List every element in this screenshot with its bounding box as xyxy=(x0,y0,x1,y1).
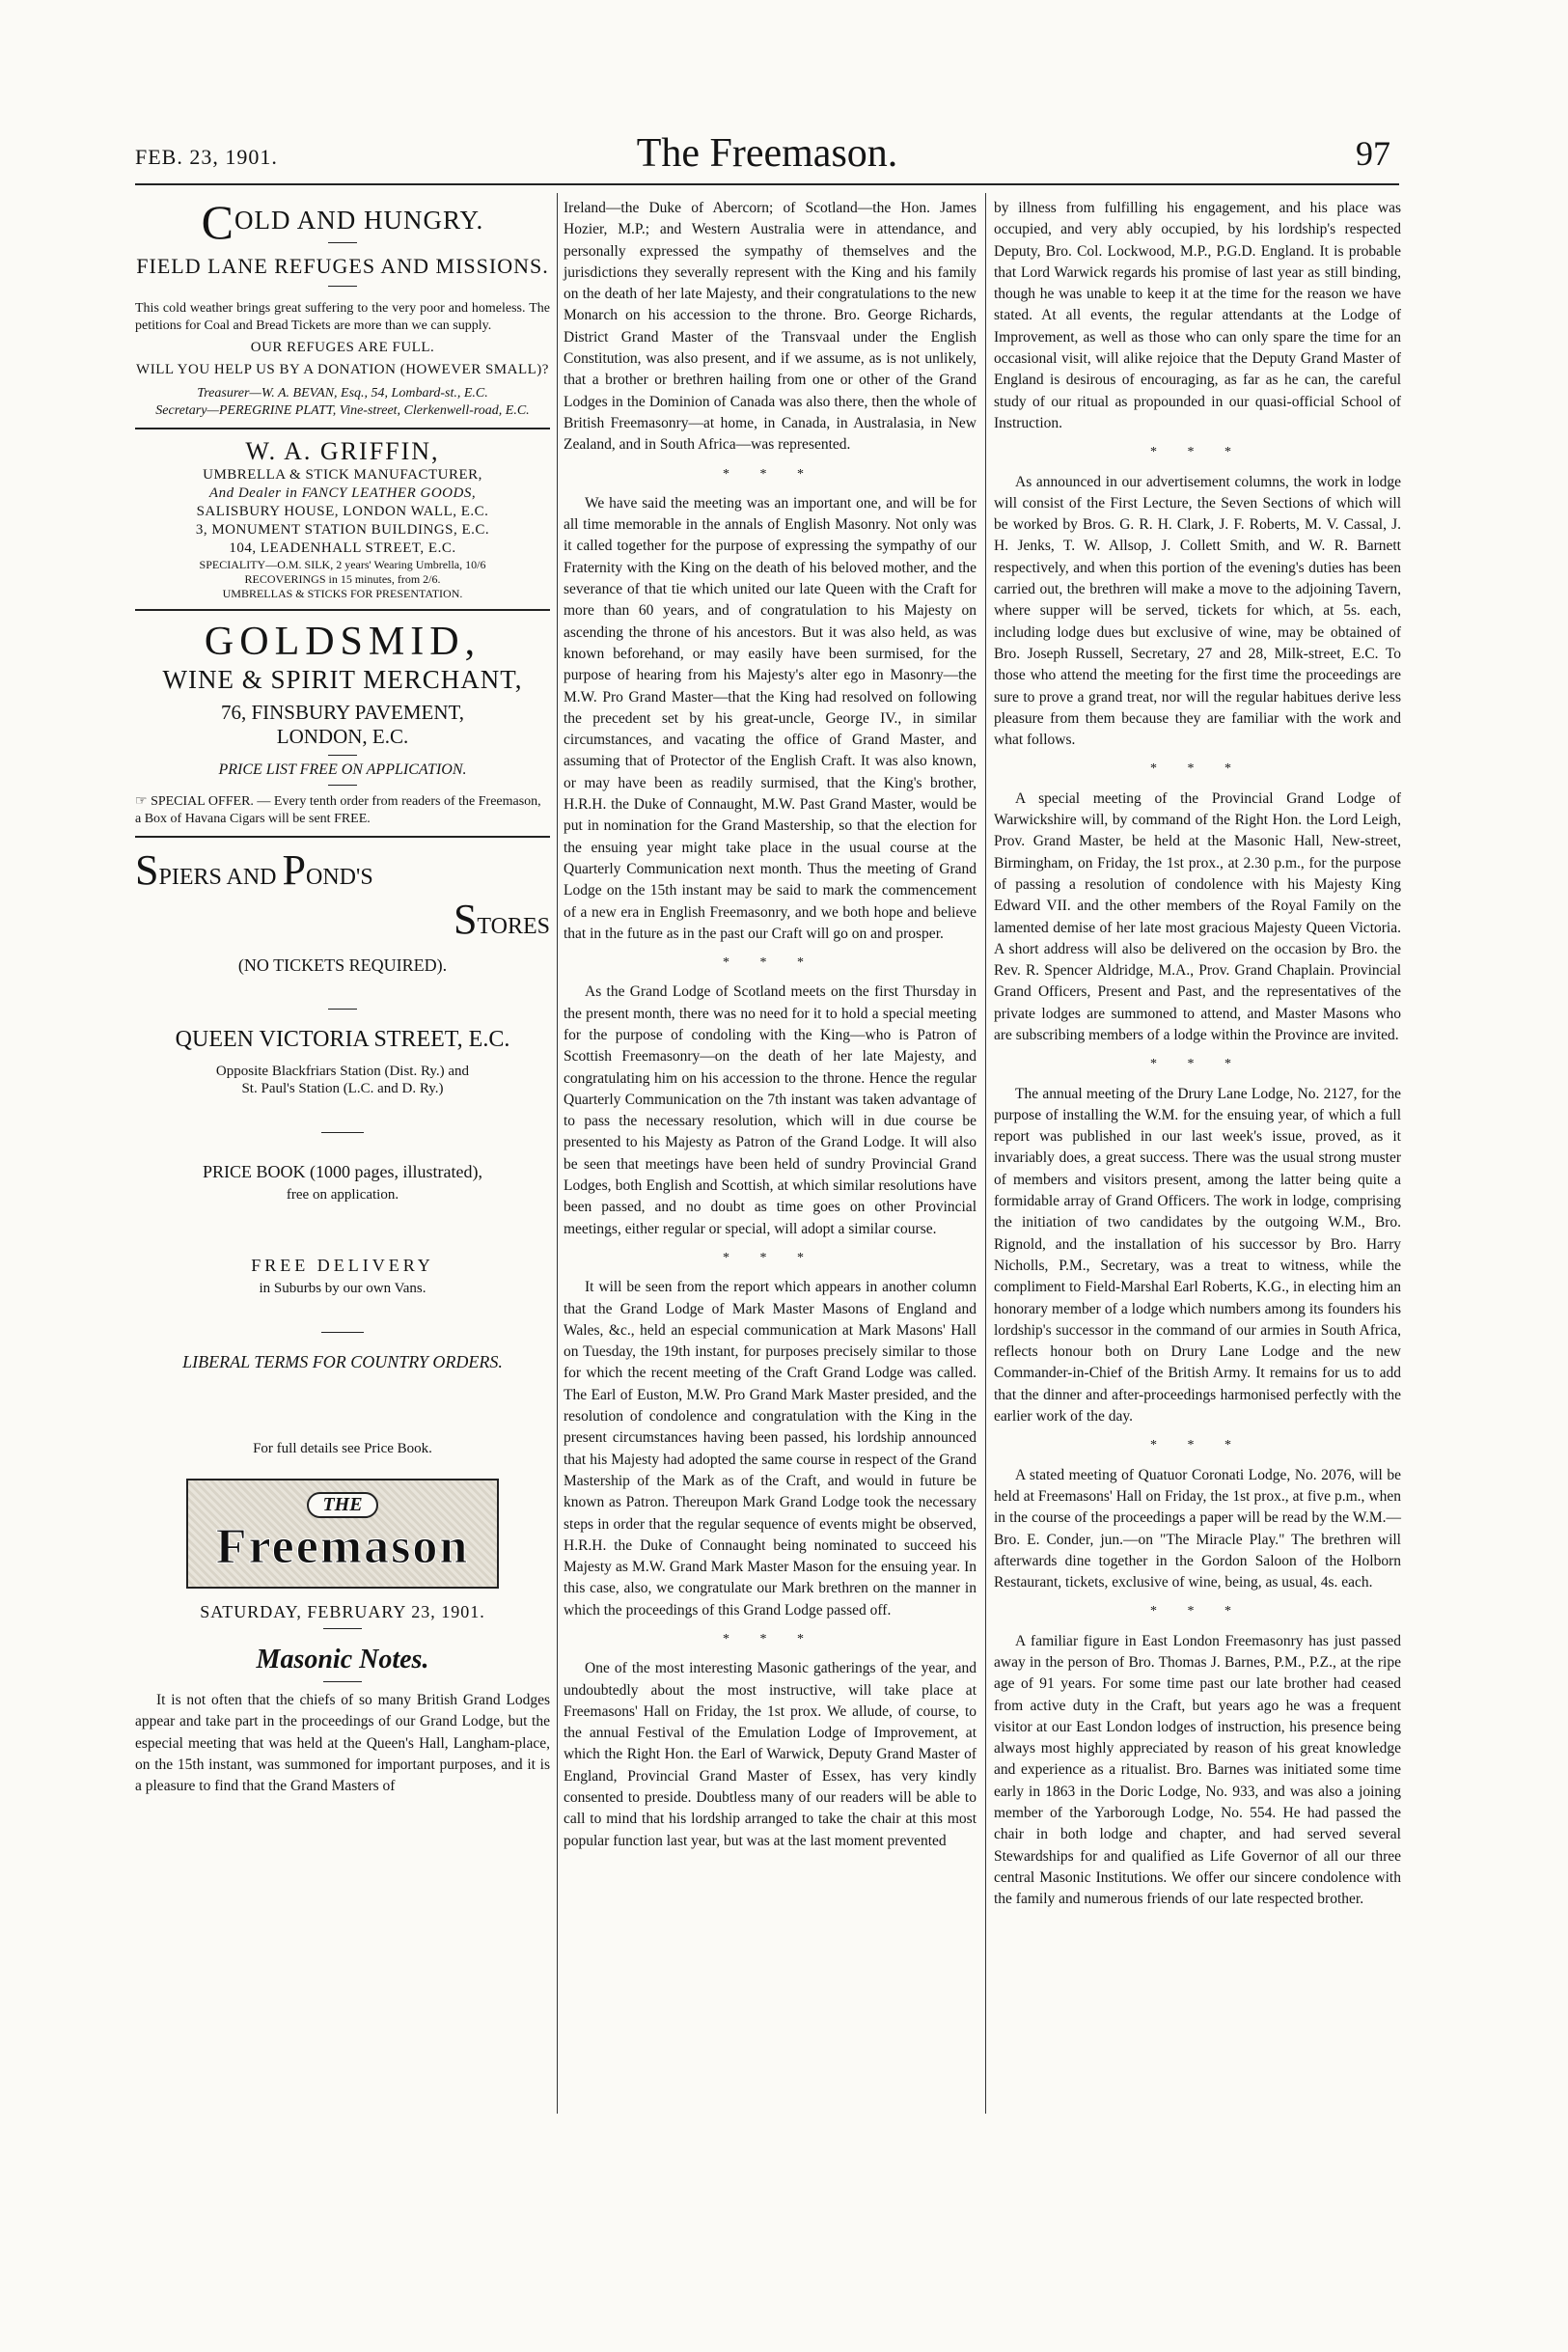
logo-the: THE xyxy=(307,1492,377,1518)
masonic-notes-intro: It is not often that the chiefs of so many British Grand Lodges appear and take part in the proceedings of our Grand Lodge, but the especial meeting that was held at the Queen's Hall, Langham-place, on the 15th instant, was summoned for important purposes, and it is a pleasure to find that the Grand Masters of xyxy=(135,1692,550,1795)
column-advertisements xyxy=(135,195,550,1797)
ad-griffin-line: SALISBURY HOUSE, LONDON WALL, E.C. xyxy=(196,504,489,519)
pointing-hand-icon: ☞ xyxy=(135,794,151,809)
article-paragraph: Ireland—the Duke of Abercorn; of Scotland—the Hon. James Hozier, M.P.; and Western Australia were in attendance, and personally expressed the sympathy of themselves and the jurisdictions they severally represent with the King and his family on the death of her late Majesty, and their congratulations to the new Monarch on his accession to the throne. Bro. George Richards, District Grand Master of the Transvaal under the English Constitution, was also present, and if we assume, as is not unlikely, that a brother or brethren hailing from one or other of the Grand Lodges in the Dominion of Canada was also there, then the whole of British Freemasonry—at home, in Canada, in Australasia, in New Zealand, and in South Africa—was represented. xyxy=(564,200,977,454)
logo-wordmark: Freemason xyxy=(215,1519,470,1574)
ad-liberal-terms: LIBERAL TERMS FOR COUNTRY ORDERS. xyxy=(182,1352,503,1371)
ad-griffin-line: UMBRELLA & STICK MANUFACTURER, xyxy=(203,467,482,483)
section-separator: * * * xyxy=(1150,1604,1245,1619)
section-separator: * * * xyxy=(723,1250,817,1265)
ad-goldsmid-city: LONDON, E.C. xyxy=(276,725,409,748)
ad-goldsmid-address: 76, FINSBURY PAVEMENT, xyxy=(220,701,465,724)
ad-field-lane-body: This cold weather brings great suffering to the very poor and homeless. The petitions for Coal and Bread Tickets are more than we can supply. xyxy=(135,301,550,333)
article-paragraph: It will be seen from the report which appears in another column that the Grand Lodge of Mark Master Masons of England and Wales, &c., held an especial communication at Mark Masons' Hall on Tuesday, the 19th instant, for purposes precisely similar to those for which the recent meeting of the Craft Grand Lodge was called. The Earl of Euston, M.W. Pro Grand Mark Master presided, and the resolution of condolence and congratulation with the King in the present circumstances having been passed, his lordship announced that his Majesty had adopted the same course in respect of the Grand Mastership of the Mark as of the Craft, and would in future be known as Patron. Thereupon Mark Grand Lodge took the necessary steps in order that the regular sequence of events might be observed, H.R.H. the Duke of Connaught being nominated to succeed his Majesty as M.W. Grand Mark Master Mason for the ensuing year. In this case, also, we congratulate our Mark brethren on the manner in which the proceedings of this Grand Lodge passed off. xyxy=(564,1279,977,1619)
ad-spiers-title: SPIERS AND POND'S xyxy=(135,846,373,894)
article-paragraph: A stated meeting of Quatuor Coronati Lodge, No. 2076, will be held at Freemasons' Hall on Friday, the 1st prox., at five p.m., when in the course of the proceedings a paper will be read by the W.M.—Bro. E. Conder, jun.—on "The Miracle Play." The brethren will afterwards dine together in the Gordon Saloon of the Holborn Restaurant, tickets, exclusive of wine, being, as usual, 4s. each. xyxy=(994,1466,1401,1591)
freemason-logo xyxy=(186,1479,499,1589)
ad-griffin xyxy=(135,437,550,601)
ad-griffin-line: UMBRELLAS & STICKS FOR PRESENTATION. xyxy=(222,587,463,600)
ad-spiers-pond xyxy=(135,845,550,1457)
section-separator: * * * xyxy=(1150,1438,1245,1453)
ad-free-delivery: FREE DELIVERY xyxy=(251,1256,434,1275)
masonic-notes-heading: Masonic Notes. xyxy=(256,1645,429,1674)
ad-griffin-line: 104, LEADENHALL STREET, E.C. xyxy=(229,540,456,556)
ad-price-book: PRICE BOOK (1000 pages, illustrated), xyxy=(203,1162,482,1181)
article-paragraph: The annual meeting of the Drury Lane Lodge, No. 2127, for the purpose of installing the W.M. for the ensuing year, of which a full report was published in our last week's issue, proved, as it invariably does, a great success. There was the usual strong muster of members and visitors present, among the latter being quite a formidable array of Grand Officers. The work in lodge, comprising the initiation of two candidates by the outgoing W.M., Bro. Rignold, and the installation of his successor by Bro. Harry Nicholls, P.M., Secretary, was a treat to witness, while the compliment to Field-Marshal Earl Roberts, K.G., in electing him an honorary member of a lodge which numbers among its founders his lordship's successor in the command of our armies in South Africa, reflects honour both on Drury Lane Lodge and the new Commander-in-Chief of the British Army. It remains for us to add that the dinner and after-proceedings harmonised perfectly with the earlier work of the day. xyxy=(994,1085,1401,1425)
ad-refuges-full: OUR REFUGES ARE FULL. xyxy=(250,340,435,355)
ad-goldsmid-name: GOLDSMID, xyxy=(204,620,481,664)
ad-free-application: free on application. xyxy=(286,1187,399,1203)
section-separator: * * * xyxy=(1150,1057,1245,1072)
section-separator: * * * xyxy=(723,1632,817,1646)
section-separator: * * * xyxy=(1150,445,1245,460)
ad-goldsmid-offer: ☞ SPECIAL OFFER. — Every tenth order from readers of the Freemason, a Box of Havana Cigars will be sent FREE. xyxy=(135,794,541,826)
article-paragraph: A special meeting of the Provincial Grand Lodge of Warwickshire will, by command of the Right Hon. the Lord Leigh, Prov. Grand Master, be held at the Masonic Hall, New-street, Birmingham, on Friday, the 1st prox., at 2.30 p.m., for the purpose of passing a resolution of condolence with his Majesty King Edward VII. and the other members of the Royal Family on the lamented demise of her late most gracious Majesty Queen Victoria. A short address will also be delivered on the occasion by Bro. the Rev. R. Spencer Aldridge, M.A., Prov. Grand Chaplain. Provincial Grand Officers, Present and Past, and the representatives of the private lodges are summoned to attend, and Master Masons who are subscribing members of a lodge within the Province are invited. xyxy=(994,789,1401,1043)
article-paragraph: by illness from fulfilling his engagement, and his place was occupied, and very ably occupied, by his lordship's respected Deputy, Bro. Col. Lockwood, M.P., P.G.D. England. It is probable that Lord Warwick regards his promise of last year as still binding, though he was unable to keep it at the time for the reason we have stated. At all events, the regular attendants at the Lodge of Improvement, as well as those who can only spare the time for an occasional visit, will alike rejoice that the Deputy Grand Master of England is desirous of encouraging, as far as he can, the careful study of our ritual as propounded in our quasi-official School of Instruction. xyxy=(994,200,1401,431)
ad-opposite: Opposite Blackfriars Station (Dist. Ry.) and xyxy=(215,1064,470,1079)
ad-treasurer: Treasurer—W. A. BEVAN, Esq., 54, Lombard-st., E.C. xyxy=(197,386,488,401)
article-paragraph: As announced in our advertisement columns, the work in lodge will consist of the First Lecture, the Seven Sections of which will be worked by Bros. G. R. H. Clark, J. F. Roberts, M. V. Cassal, J. H. Jenks, T. W. Allsop, J. Collett Smith, and W. R. Barnett respectively, and when this portion of the evening's duties has been carried out, the brethren will make a move to the adjoining Tavern, where supper will be served, tickets for which, at 5s. each, including lodge dues but exclusive of wine, may be obtained of Bro. Joseph Russell, Secretary, 27 and 28, Milk-street, E.C. To those who attend the meeting for the first time the proceedings are sure to prove a grand treat, nor will the regular habitues derive less pleasure from them because they are familiar with the work and what follows. xyxy=(994,473,1401,749)
ad-secretary: Secretary—PEREGRINE PLATT, Vine-street, Clerkenwell-road, E.C. xyxy=(155,403,530,418)
ad-field-lane xyxy=(135,195,550,420)
ad-full-details: For full details see Price Book. xyxy=(253,1441,432,1456)
ad-donation-ask: WILL YOU HELP US BY A DONATION (HOWEVER SMALL)? xyxy=(136,362,549,377)
ad-street: QUEEN VICTORIA STREET, E.C. xyxy=(175,1027,510,1052)
ad-stores: STORES xyxy=(453,896,550,943)
ad-cold-title: COLD AND HUNGRY. xyxy=(201,195,484,249)
ad-no-tickets: (NO TICKETS REQUIRED). xyxy=(237,955,448,975)
page-number: 97 xyxy=(1356,134,1390,173)
masthead-title: The Freemason. xyxy=(636,131,898,176)
ad-goldsmid xyxy=(135,619,550,828)
column-divider-2 xyxy=(985,193,986,2114)
issue-dateline: SATURDAY, FEBRUARY 23, 1901. xyxy=(200,1602,485,1621)
ad-griffin-name: W. A. GRIFFIN, xyxy=(245,437,440,465)
ad-goldsmid-price: PRICE LIST FREE ON APPLICATION. xyxy=(218,761,467,778)
header-rule xyxy=(135,183,1399,185)
issue-date: FEB. 23, 1901. xyxy=(135,145,278,169)
section-separator: * * * xyxy=(1150,761,1245,777)
article-paragraph: A familiar figure in East London Freemasonry has just passed away in the person of Bro. Thomas J. Barnes, P.M., P.Z., at the ripe age of 91 years. For some time past our late brother had ceased from active duty in the Craft, but years ago he was a frequent visitor at our East London lodges of instruction, his presence being always most highly appreciated by reason of his great knowledge and experience as a ritualist. Bro. Barnes was initiated some time early in 1863 in the Doric Lodge, No. 933, and was also a joining member of the Yarborough Lodge, No. 554. He had passed the chair in both lodge and chapter, and had served several Stewardships for and qualified as Life Governor of all our three central Masonic Institutions. We offer our sincere condolence with the family and numerous friends of our late respected brother. xyxy=(994,1632,1401,1908)
article-paragraph: One of the most interesting Masonic gatherings of the year, and undoubtedly about the most instructive, will take place at Freemasons' Hall on Friday, the 1st prox. We allude, of course, to the annual Festival of the Emulation Lodge of Improvement, at which the Right Hon. the Earl of Warwick, Deputy Grand Master of England, Provincial Grand Master of Essex, has very kindly consented to preside. Doubtless many of our readers will be able to call to mind that his lordship arranged to take the chair at this most popular function last year, but was at the last moment prevented xyxy=(564,1660,977,1849)
ad-griffin-line: 3, MONUMENT STATION BUILDINGS, E.C. xyxy=(195,522,490,538)
ad-griffin-line: RECOVERINGS in 15 minutes, from 2/6. xyxy=(244,572,441,586)
column-divider-1 xyxy=(557,193,558,2114)
article-paragraph: We have said the meeting was an important one, and will be for all time memorable in the annals of English Masonry. Not only was it called together for the purpose of expressing the sympathy of our Fraternity with the King on the death of his beloved mother, and the severance of that tie which united our late Queen with the Craft for more than 60 years, and of congratulation to his Majesty on ascending the throne of his ancestors. But it was also held, as was known beforehand, or may easily have been surmised, for the purpose of hearing from his Majesty's alter ego in Masonry—the M.W. Pro Grand Master—that the King had resolved on following the precedent set by his great-uncle, George IV., in similar circumstances, and vacating the office of Grand Master, and assuming that of Protector of the English Craft. It was also known, or may have been as readily surmised, that the King's brother, H.R.H. the Duke of Connaught, M.W. Past Grand Master, would be put in nomination for the Grand Mastership, so that the election for the ensuing year might take place in the usual course at the Quarterly Communication next month. Thus the meeting of Grand Lodge on the 15th instant may be said to mark the commencement of a new era in English Freemasonry, and we both hope and believe that in the future as in the past our Craft will go on and prosper. xyxy=(564,494,977,942)
ad-goldsmid-trade: WINE & SPIRIT MERCHANT, xyxy=(162,665,523,694)
ad-griffin-line: SPECIALITY—O.M. SILK, 2 years' Wearing Umbrella, 10/6 xyxy=(199,558,486,571)
article-paragraph: As the Grand Lodge of Scotland meets on the first Thursday in the present month, there was no need for it to hold a special meeting for the purpose of condoling with the King—who is Patron of Scottish Freemasonry—on the death of her late Majesty, and congratulating him on his accession to the throne. Hence the regular Quarterly Communication on the 7th instant was taken advantage of to pass the necessary resolution, which will in due course be presented to his Majesty as Patron of the Grand Lodge. It will also be seen that meetings have been held of sundry Provincial Grand Lodges, both English and Scottish, at which similar resolutions have been passed, and no doubt as time goes on other Provincial meetings, either regular or special, will adopt a similar course. xyxy=(564,983,977,1237)
ad-griffin-line: And Dealer in FANCY LEATHER GOODS, xyxy=(208,485,477,501)
section-separator: * * * xyxy=(723,466,817,482)
section-separator: * * * xyxy=(723,955,817,971)
ad-opposite: St. Paul's Station (L.C. and D. Ry.) xyxy=(241,1081,444,1096)
column-notes-3 xyxy=(994,198,1401,1911)
ad-field-lane-sub: FIELD LANE REFUGES AND MISSIONS. xyxy=(136,254,549,278)
column-notes-2 xyxy=(564,198,977,1852)
ad-vans: in Suburbs by our own Vans. xyxy=(259,1281,426,1296)
